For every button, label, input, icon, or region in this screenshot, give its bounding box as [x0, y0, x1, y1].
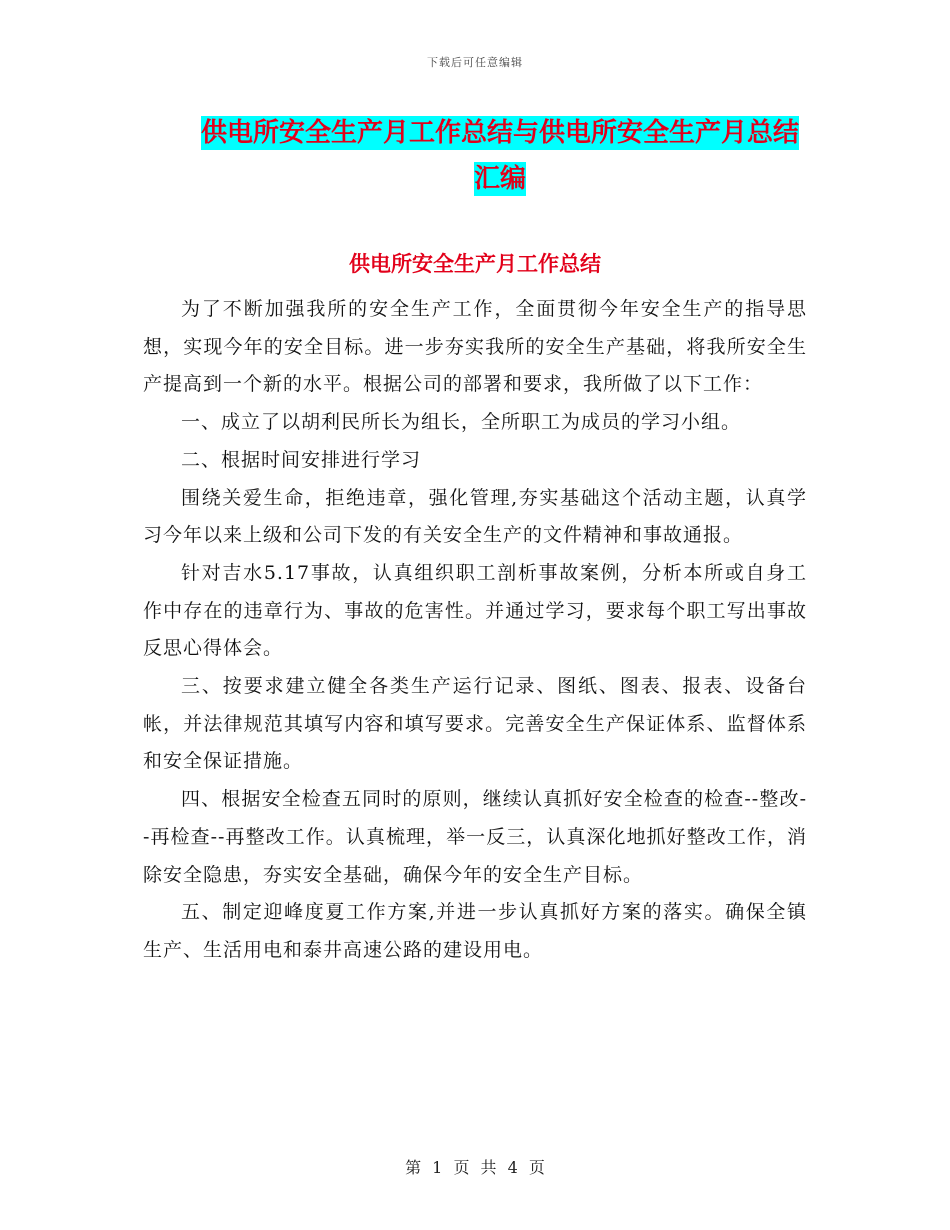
paragraph: 三、按要求建立健全各类生产运行记录、图纸、图表、报表、设备台帐，并法律规范其填写内容和填写要求。完善安全生产保证体系、监督体系和安全保证措施。 [143, 675, 807, 773]
body-text [143, 291, 807, 970]
document-title-line-1: 供电所安全生产月工作总结与供电所安全生产月总结 [200, 118, 799, 148]
paragraph: 五、制定迎峰度夏工作方案,并进一步认真抓好方案的落实。确保全镇生产、生活用电和泰井高速公路的建设用电。 [143, 901, 807, 961]
paragraph: 为了不断加强我所的安全生产工作，全面贯彻今年安全生产的指导思想，实现今年的安全目标。进一步夯实我所的安全生产基础，将我所安全生产提高到一个新的水平。根据公司的部署和要求，我所做了以下工作： [143, 298, 807, 396]
header-note: 下载后可任意编辑 [427, 56, 523, 69]
paragraph: 针对吉水5.17事故，认真组织职工剖析事故案例，分析本所或自身工作中存在的违章行为、事故的危害性。并通过学习，要求每个职工写出事故反思心得体会。 [143, 561, 807, 660]
page-footer: 第 1 页 共 4 页 [405, 1158, 545, 1177]
section-title: 供电所安全生产月工作总结 [349, 252, 601, 276]
document-title [140, 110, 860, 202]
paragraph: 围绕关爱生命，拒绝违章，强化管理,夯实基础这个活动主题，认真学习今年以来上级和公司下发的有关安全生产的文件精神和事故通报。 [143, 486, 807, 547]
document-title-line-2: 汇编 [473, 164, 526, 194]
paragraph: 四、根据安全检查五同时的原则，继续认真抓好安全检查的检查--整改--再检查--再整改工作。认真梳理，举一反三，认真深化地抓好整改工作，消除安全隐患，夯实安全基础，确保今年的安全生产目标。 [143, 788, 807, 886]
paragraph: 一、成立了以胡利民所长为组长，全所职工为成员的学习小组。 [181, 411, 742, 434]
paragraph: 二、根据时间安排进行学习 [181, 448, 422, 471]
